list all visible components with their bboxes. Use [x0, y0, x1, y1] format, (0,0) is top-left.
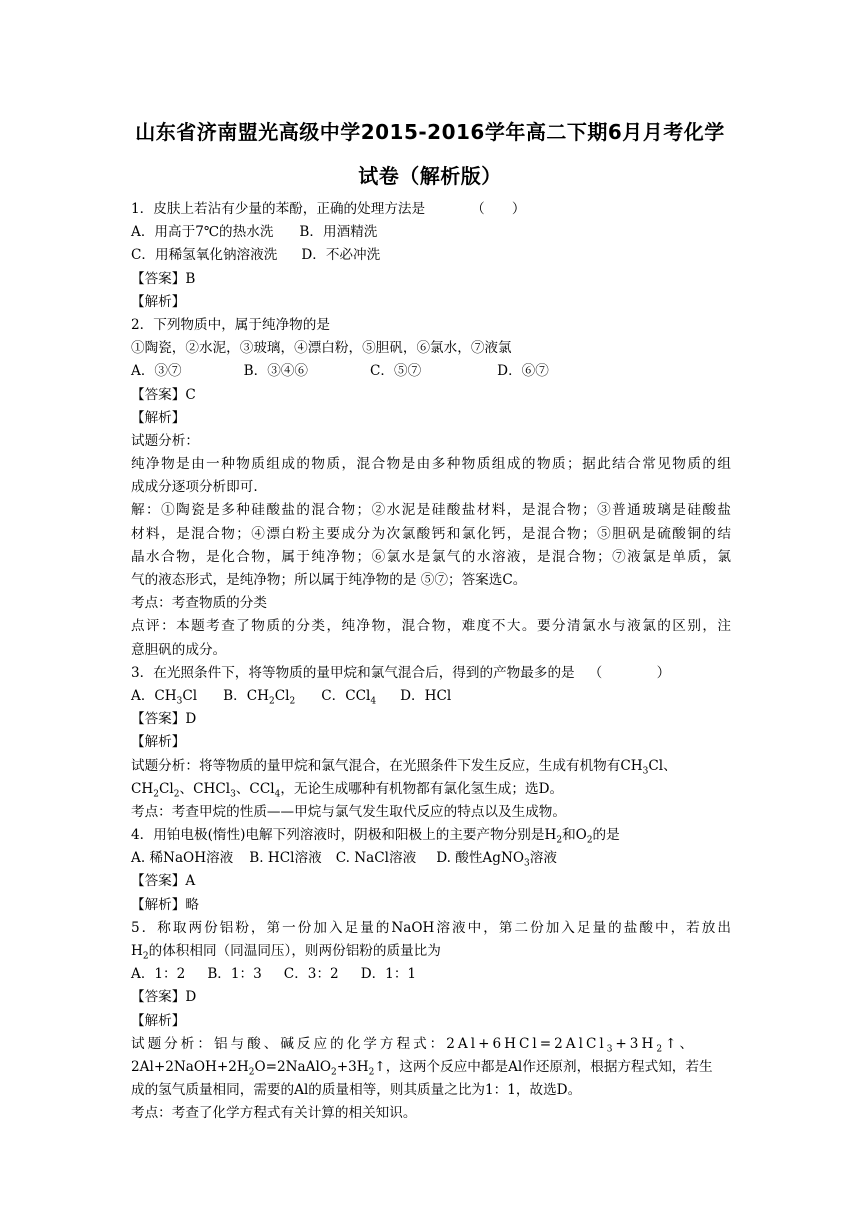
q2-options: A．③⑦ B．③④⑥ C．⑤⑦ D．⑥⑦ [131, 363, 549, 380]
q2-items: ①陶瓷，②水泥，③玻璃，④漂白粉，⑤胆矾，⑥氯水，⑦液氯 [131, 340, 512, 357]
q3-line-1: 试题分析：将等物质的量甲烷和氯气混合，在光照条件下发生反应，生成有机物有$CH_3Cl$、 [131, 757, 677, 777]
q3-line-3: 考点：考查甲烷的性质——甲烷与氯气发生取代反应的特点以及生成物。 [131, 803, 566, 820]
q1-options-cd: C．用稀氢氧化钠溶液洗 D．不必冲洗 [131, 247, 381, 264]
q2-line-3: 成成分逐项分析即可. [131, 479, 258, 496]
q2-line-6: 晶水合物，是化合物，属于纯净物；⑥氯水是氯气的水溶液，是混合物；⑦液氯是单质，氯 [131, 548, 731, 565]
q3-answer: 【答案】D [131, 711, 197, 728]
q2-line-7: 气的液态形式，是纯净物；所以属于纯净物的是 ⑤⑦；答案选C。 [131, 572, 527, 588]
q4-stem: 4．用铂电极(惰性)电解下列溶液时，阴极和阳极上的主要产物分别是$H_2$和$O_2$的是 [131, 827, 620, 846]
q4-options: A. 稀NaOH溶液 B. HCl溶液 C. NaCl溶液 D. 酸性AgNO$_3$溶液 [131, 850, 557, 869]
q5-line-1: 试题分析：铝与酸、碱反应的化学方程式：$2Al+6HCl=2AlCl_3+3H_2↑$、 [131, 1035, 697, 1055]
q5-line-2: $2Al+2NaOH+2H_2O=2NaAlO_2+3H_2↑$，这两个反应中都是Al作还原剂，根据方程式知，若生 [131, 1058, 713, 1078]
q2-answer: 【答案】C [131, 386, 196, 403]
q3-analysis: 【解析】 [131, 734, 186, 751]
q4-answer: 【答案】A [131, 873, 196, 890]
q2-line-2: 纯净物是由一种物质组成的物质，混合物是由多种物质组成的物质；据此结合常见物质的组 [131, 456, 731, 473]
q4-analysis: 【解析】略 [131, 896, 199, 913]
q5-answer: 【答案】D [131, 989, 197, 1006]
q2-line-5: 材料，是混合物；④漂白粉主要成分为次氯酸钙和氯化钙，是混合物；⑤胆矾是硫酸铜的结 [131, 525, 731, 542]
q3-line-2: $CH_2Cl_2$、CHCl$_3$、CCl$_4$，无论生成哪种有机物都有氯化氢生成；选D。 [131, 780, 564, 800]
q5-options: A．1：2 B．1：3 C．3：2 D．1：1 [131, 966, 417, 983]
q5-analysis: 【解析】 [131, 1012, 186, 1029]
q2-stem: 2．下列物质中，属于纯净物的是 [131, 316, 330, 333]
q5-stem-1: 5．称取两份铝粉，第一份加入足量的NaOH溶液中，第二份加入足量的盐酸中，若放出 [131, 919, 731, 936]
q2-analysis: 【解析】 [131, 409, 186, 426]
q2-line-9: 点评：本题考查了物质的分类，纯净物，混合物，难度不大。要分清氯水与液氯的区别，注 [131, 618, 731, 635]
title-line-2: 试卷（解析版） [358, 164, 502, 188]
q2-line-8: 考点：考查物质的分类 [131, 595, 267, 612]
document-body [131, 198, 731, 1126]
q2-line-10: 意胆矾的成分。 [131, 641, 227, 658]
q3-options: A．$CH_3Cl$ B．$CH_2Cl_2$ C．CCl$_4$ D．HCl [131, 687, 452, 707]
q1-answer: 【答案】B [131, 270, 196, 287]
q5-line-3: 成的氢气质量相同，需要的Al的质量相等，则其质量之比为1：1，故选D。 [131, 1082, 582, 1099]
q2-line-4: 解：①陶瓷是多种硅酸盐的混合物；②水泥是硅酸盐材料，是混合物；③普通玻璃是硅酸盐 [131, 502, 731, 519]
q1-stem: 1．皮肤上若沾有少量的苯酚，正确的处理方法是 （ ） [131, 201, 526, 217]
q5-stem-2: $H_2$的体积相同（同温同压），则两份铝粉的质量比为 [131, 943, 441, 962]
q2-line-1: 试题分析： [131, 432, 199, 449]
q1-options-ab: A．用高于7℃的热水洗 B．用酒精洗 [131, 224, 378, 241]
q5-line-4: 考点：考查了化学方程式有关计算的相关知识。 [131, 1105, 417, 1122]
q3-stem: 3．在光照条件下，将等物质的量甲烷和氯气混合后，得到的产物最多的是 （ ） [131, 664, 671, 681]
title-line-1: 山东省济南盟光高级中学2015-2016学年高二下期6月月考化学 [135, 120, 725, 144]
q1-analysis: 【解析】 [131, 293, 186, 310]
